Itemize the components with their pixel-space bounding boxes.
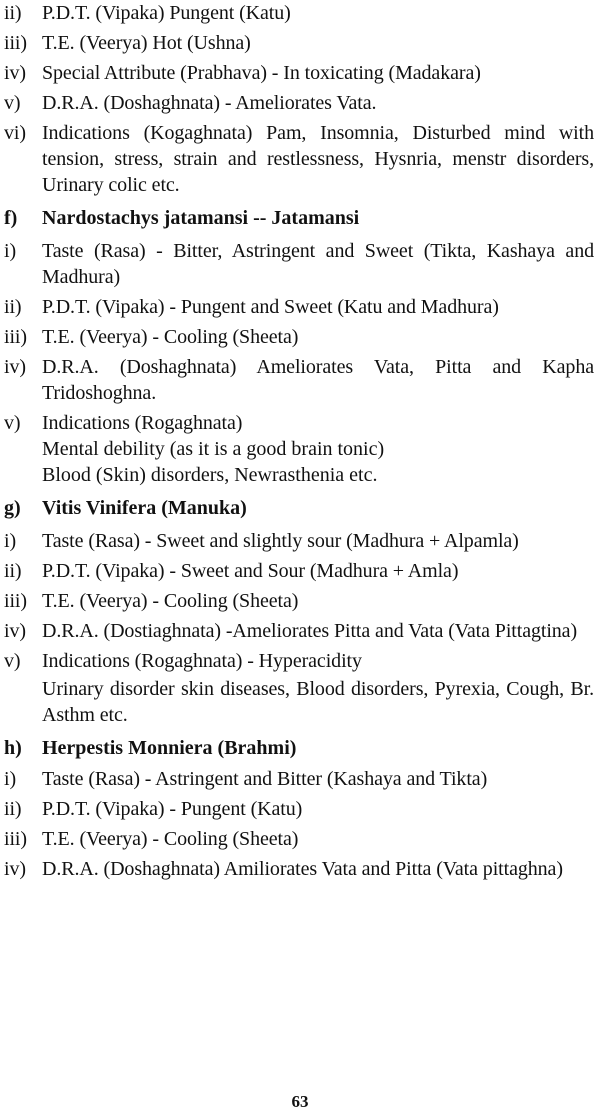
item-number: ii): [4, 2, 22, 24]
list-item: [4, 648, 594, 674]
item-number: v): [4, 650, 21, 672]
list-item: [4, 588, 594, 614]
item-text: D.R.A. (Doshaghnata) Ameliorates Vata, Pitta and Kapha Tridoshoghna.: [42, 356, 594, 404]
list-item: [4, 826, 594, 852]
item-text: Indications (Rogaghnata): [42, 412, 243, 434]
item-number: iv): [4, 858, 26, 880]
section-g: [0, 494, 600, 728]
section-title: Vitis Vinifera (Manuka): [42, 497, 247, 519]
item-text: Urinary disorder skin diseases, Blood disorders, Pyrexia, Cough, Br. Asthm etc.: [42, 678, 594, 726]
item-number: iii): [4, 32, 27, 54]
list-item: [4, 856, 594, 882]
item-text: T.E. (Veerya) - Cooling (Sheeta): [42, 590, 299, 612]
item-number: v): [4, 412, 21, 434]
list-item: [4, 558, 594, 584]
prev-section-list: [0, 0, 600, 198]
item-text: T.E. (Veerya) - Cooling (Sheeta): [42, 326, 299, 348]
item-text: Indications (Kogaghnata) Pam, Insomnia, Disturbed mind with tension, stress, strain and restlessness, Hysnria, menstr disorders, Urinary colic etc.: [42, 122, 594, 196]
list-item: [4, 766, 594, 792]
list-item: [4, 30, 594, 56]
item-text: P.D.T. (Vipaka) - Sweet and Sour (Madhura + Amla): [42, 560, 459, 582]
item-text: D.R.A. (Doshaghnata) Amiliorates Vata and Pitta (Vata pittaghna): [42, 858, 563, 880]
list-item: [4, 60, 594, 86]
item-number: ii): [4, 296, 22, 318]
item-number: ii): [4, 798, 22, 820]
section-title: Nardostachys jatamansi -- Jatamansi: [42, 207, 360, 229]
item-text: D.R.A. (Doshaghnata) - Ameliorates Vata.: [42, 92, 377, 114]
list-item: [4, 324, 594, 350]
item-text: Special Attribute (Prabhava) - In toxicating (Madakara): [42, 62, 481, 84]
item-text: Taste (Rasa) - Astringent and Bitter (Kashaya and Tikta): [42, 768, 488, 790]
item-number: v): [4, 92, 21, 114]
list-item: [4, 120, 594, 198]
page-number: 63: [291, 1092, 309, 1111]
list-item: [4, 796, 594, 822]
item-text: T.E. (Veerya) Hot (Ushna): [42, 32, 251, 54]
section-h: [0, 734, 600, 882]
item-number: i): [4, 240, 17, 262]
item-number: iii): [4, 828, 27, 850]
item-number: ii): [4, 560, 22, 582]
section-letter: f): [4, 207, 18, 229]
item-text: Taste (Rasa) - Bitter, Astringent and Sweet (Tikta, Kashaya and Madhura): [42, 240, 594, 288]
section-letter: g): [4, 497, 21, 519]
item-text: T.E. (Veerya) - Cooling (Sheeta): [42, 828, 299, 850]
list-item: [4, 90, 594, 116]
item-text: P.D.T. (Vipaka) - Pungent (Katu): [42, 798, 303, 820]
item-number: iii): [4, 326, 27, 348]
item-text: D.R.A. (Dostiaghnata) -Ameliorates Pitta and Vata (Vata Pittagtina): [42, 620, 578, 642]
section-heading: [4, 494, 594, 522]
list-item: [4, 238, 594, 290]
item-text: P.D.T. (Vipaka) Pungent (Katu): [42, 2, 291, 24]
item-number: i): [4, 768, 17, 790]
continuation-paragraph: [4, 676, 594, 728]
section-heading: [4, 734, 594, 762]
list-item: [4, 410, 594, 436]
list-item: [4, 354, 594, 406]
item-number: iii): [4, 590, 27, 612]
item-number: iv): [4, 356, 26, 378]
item-number: vi): [4, 122, 26, 144]
list-item: [4, 618, 594, 644]
item-text: Taste (Rasa) - Sweet and slightly sour (Madhura + Alpamla): [42, 530, 519, 552]
continuation-line: Mental debility (as it is a good brain tonic): [42, 438, 385, 460]
section-letter: h): [4, 737, 22, 759]
section-f: [0, 204, 600, 488]
item-number: iv): [4, 620, 26, 642]
section-title: Herpestis Monniera (Brahmi): [42, 737, 297, 759]
list-item: [4, 294, 594, 320]
list-item: [4, 528, 594, 554]
continuation-line: Blood (Skin) disorders, Newrasthenia etc.: [42, 464, 378, 486]
item-text: Indications (Rogaghnata) - Hyperacidity: [42, 650, 362, 672]
item-number: i): [4, 530, 17, 552]
item-number: iv): [4, 62, 26, 84]
item-text: P.D.T. (Vipaka) - Pungent and Sweet (Katu and Madhura): [42, 296, 499, 318]
section-heading: [4, 204, 594, 232]
list-item: [4, 0, 594, 26]
